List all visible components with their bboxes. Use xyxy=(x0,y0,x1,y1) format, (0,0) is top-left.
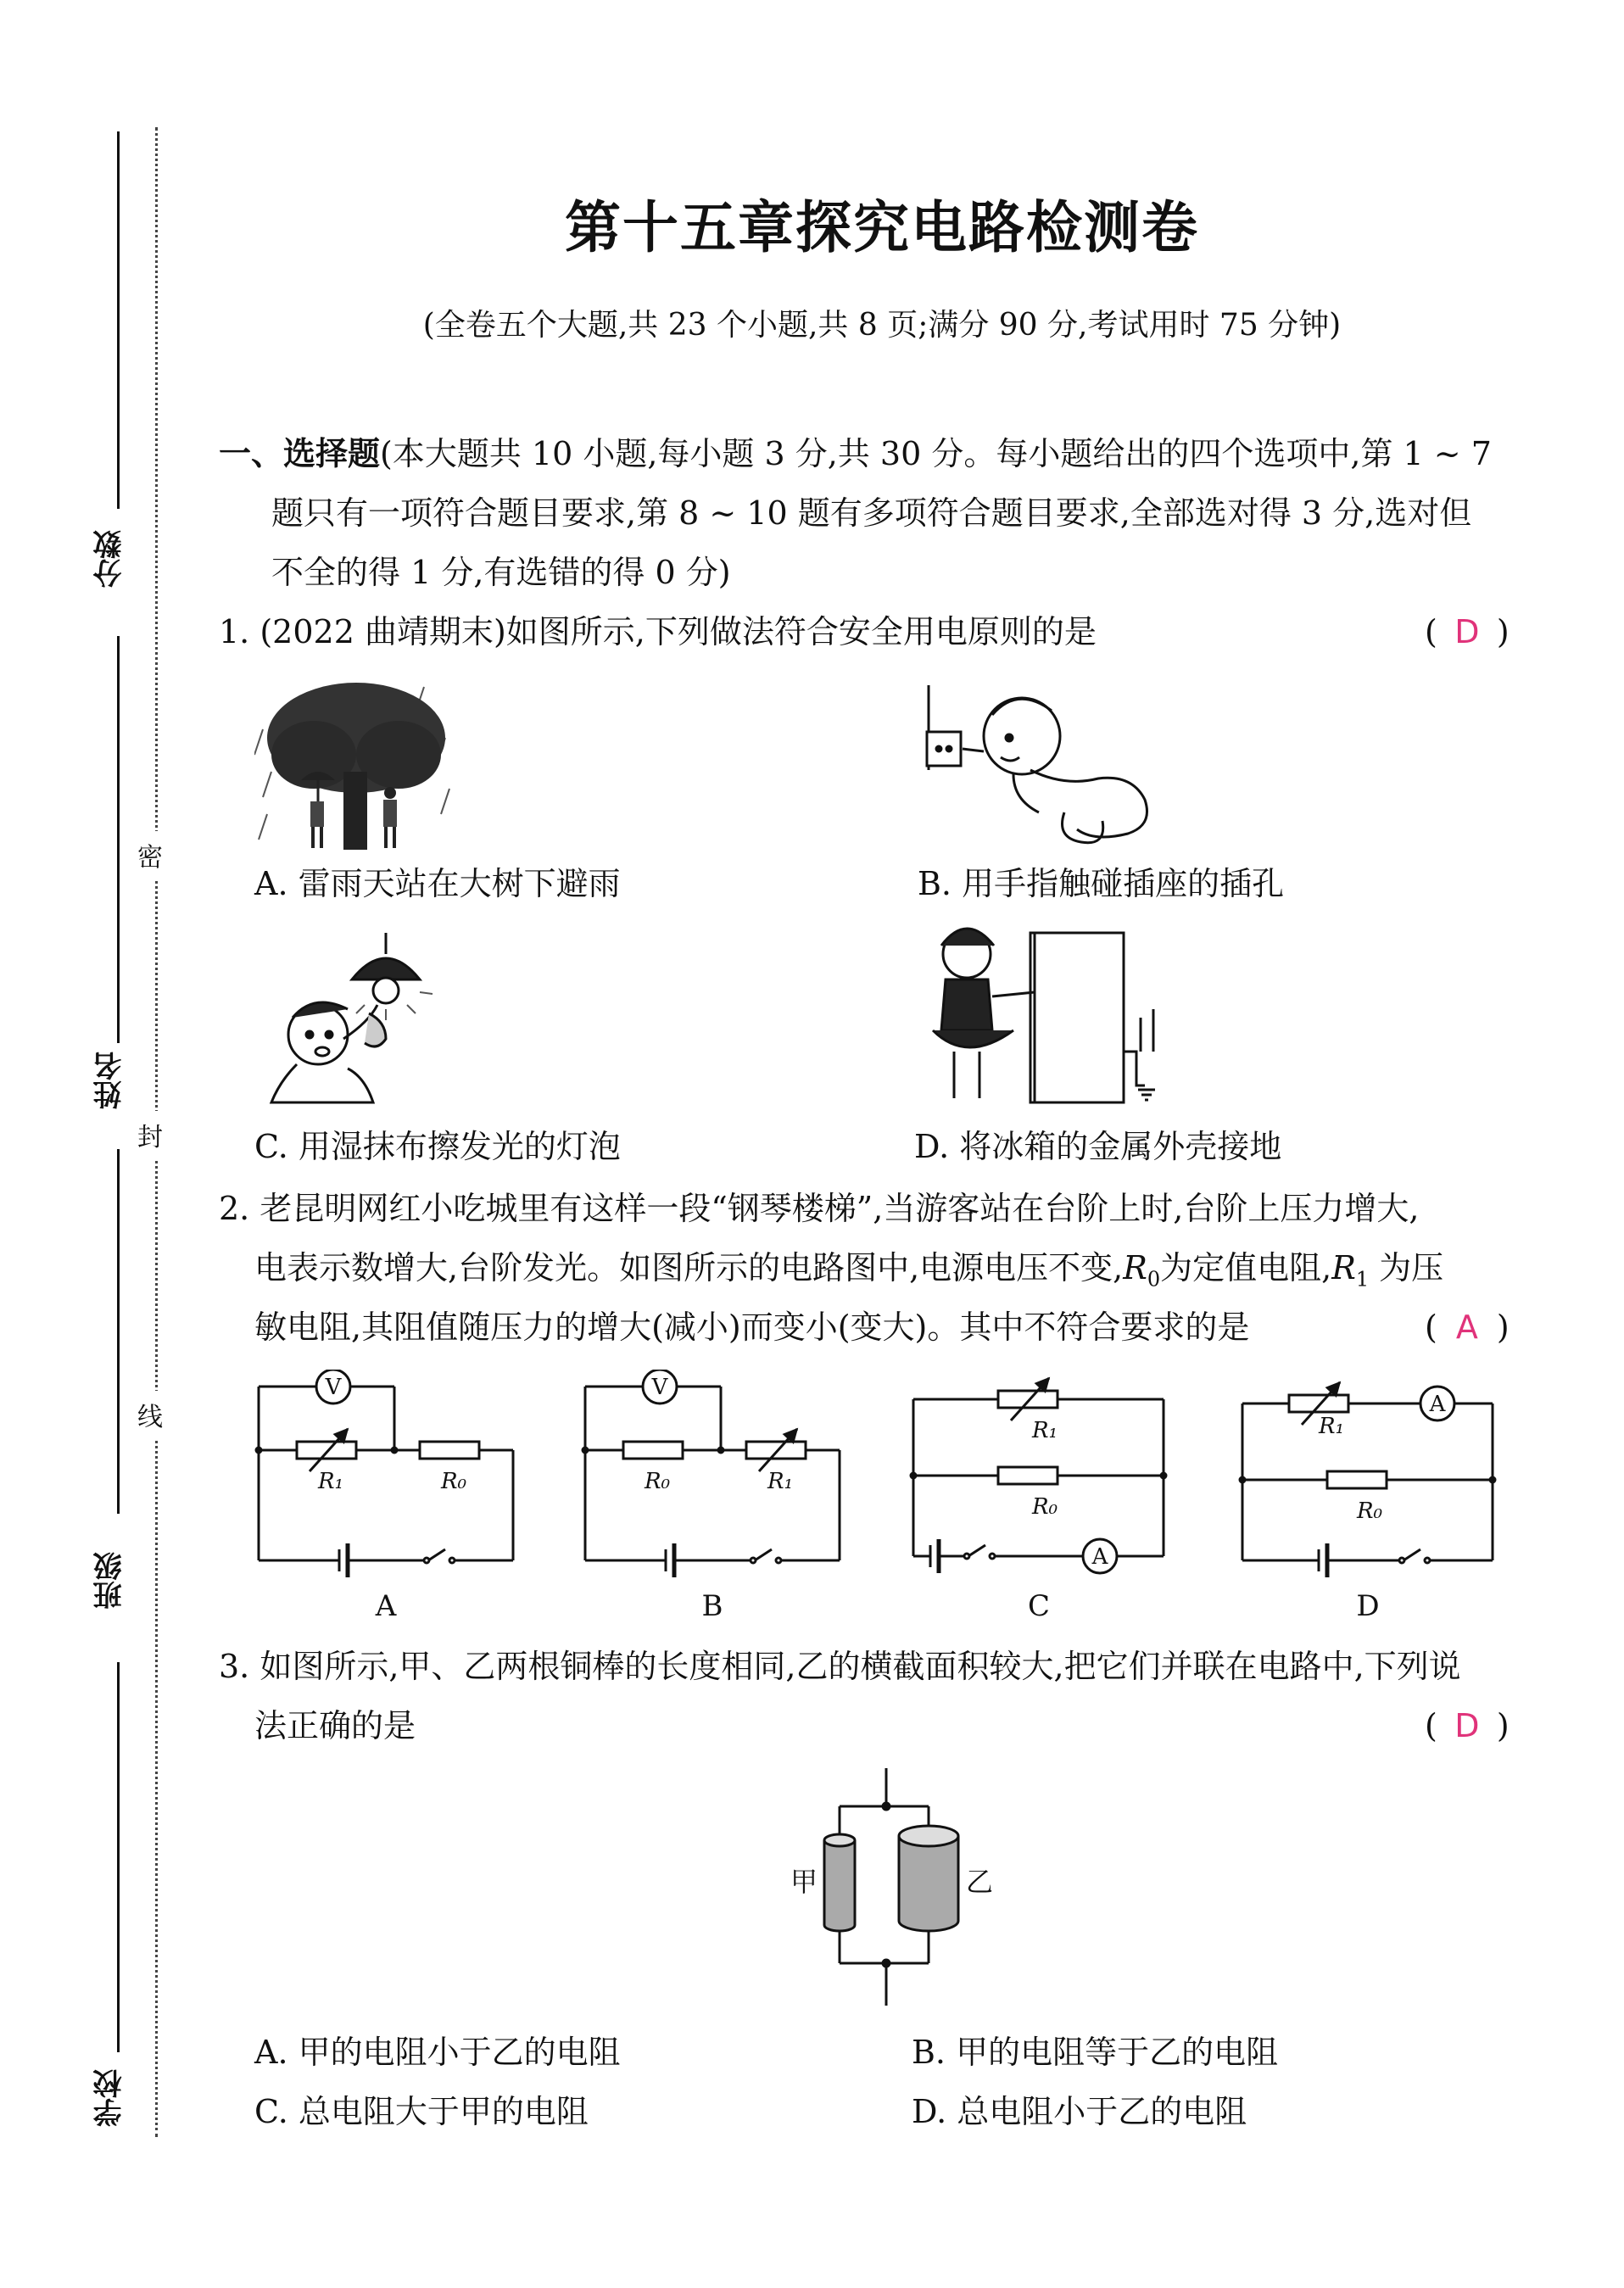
score-label: 分数 xyxy=(93,530,127,588)
lightning-tree-illustration xyxy=(254,678,458,852)
class-label: 班级 xyxy=(93,1552,127,1610)
circuit-a-r1: R₁ xyxy=(318,1469,343,1494)
fridge-grounding-illustration xyxy=(916,924,1170,1107)
circuit-c xyxy=(911,1378,1166,1573)
q3-option-a: A. 甲的电阻小于乙的电阻 xyxy=(254,2034,621,2071)
circuit-c-ammeter: A xyxy=(1091,1544,1108,1570)
binding-line-2 xyxy=(117,636,120,1043)
q3-line1: 3. 如图所示,甲、乙两根铜棒的长度相同,乙的横截面积较大,把它们并联在电路中,下列说 xyxy=(219,1648,1461,1685)
q1-stem: 1. (2022 曲靖期末)如图所示,下列做法符合安全用电原则的是 xyxy=(219,613,1097,650)
q1-option-b: B. 用手指触碰插座的插孔 xyxy=(918,865,1285,902)
circuit-b-voltmeter: V xyxy=(651,1375,668,1400)
circuit-c-r0: R₀ xyxy=(1032,1494,1058,1520)
binding-line-3 xyxy=(117,1149,120,1514)
page-title: 第十五章探究电路检测卷 xyxy=(565,194,1199,260)
circuit-c-r1: R₁ xyxy=(1032,1418,1058,1443)
rod-label-yi: 乙 xyxy=(965,1866,994,1898)
circuit-d xyxy=(1240,1382,1495,1577)
name-label: 姓名 xyxy=(93,1052,127,1109)
circuit-a-voltmeter: V xyxy=(325,1375,342,1400)
binding-line-4 xyxy=(117,1662,120,2052)
q2-answer: A xyxy=(1455,1309,1478,1346)
q2-line1: 2. 老昆明网红小吃城里有这样一段“钢琴楼梯”,当游客站在台阶上时,台阶上压力增大, xyxy=(219,1190,1420,1227)
q1-option-d: D. 将冰箱的金属外壳接地 xyxy=(914,1128,1282,1165)
q2-circuit-diagrams xyxy=(250,1370,1514,1624)
circuit-b-r0: R₀ xyxy=(645,1469,670,1494)
q1-option-c: C. 用湿抹布擦发光的灯泡 xyxy=(254,1128,621,1165)
circuit-d-r1: R₁ xyxy=(1319,1414,1344,1439)
q3-answer: D xyxy=(1454,1707,1480,1744)
circuit-label-b: B xyxy=(701,1589,723,1623)
q1-answer: D xyxy=(1454,613,1480,650)
school-label: 学校 xyxy=(93,2069,127,2127)
rod-label-jia: 甲 xyxy=(790,1866,818,1898)
q3-option-d: D. 总电阻小于乙的电阻 xyxy=(912,2093,1247,2130)
section1-line1: 一、选择题(本大题共 10 小题,每小题 3 分,共 30 分。每小题给出的四个选项中,第 1 ~ 7 xyxy=(219,434,1492,472)
circuit-d-ammeter: A xyxy=(1429,1392,1446,1417)
wet-cloth-bulb-illustration xyxy=(254,933,441,1107)
circuit-a-r0: R₀ xyxy=(441,1469,466,1494)
q3-answer-bracket: ( D ) xyxy=(1425,1696,1510,1755)
q3-line2: 法正确的是 xyxy=(254,1707,416,1744)
section1-line2: 题只有一项符合题目要求,第 8 ~ 10 题有多项符合题目要求,全部选对得 3 分,选对但 xyxy=(271,494,1472,532)
circuit-a xyxy=(256,1370,513,1577)
section1-line3: 不全的得 1 分,有选错的得 0 分) xyxy=(271,554,731,591)
circuit-b xyxy=(583,1370,840,1577)
seal-char-xian: 线 xyxy=(137,1391,163,1438)
q2-line2: 电表示数增大,台阶发光。如图所示的电路图中,电源电压不变$,R_0$为定值电阻$,R_1$ 为压 xyxy=(254,1249,1444,1292)
circuit-label-c: C xyxy=(1027,1589,1051,1623)
circuit-label-d: D xyxy=(1356,1589,1380,1623)
q2-r0-symbol: R xyxy=(1123,1249,1147,1286)
q1-option-a: A. 雷雨天站在大树下避雨 xyxy=(254,865,621,902)
seal-char-feng: 封 xyxy=(137,1111,163,1158)
seal-char-mi: 密 xyxy=(137,831,163,879)
q2-line3: 敏电阻,其阻值随压力的增大(减小)而变小(变大)。其中不符合要求的是 xyxy=(254,1309,1250,1346)
q2-r1-symbol: R xyxy=(1331,1249,1356,1286)
q2-answer-bracket: ( A ) xyxy=(1425,1297,1510,1357)
circuit-d-r0: R₀ xyxy=(1357,1498,1382,1524)
page-subtitle: (全卷五个大题,共 23 个小题,共 8 页;满分 90 分,考试用时 75 分钟) xyxy=(422,308,1342,343)
circuit-label-a: A xyxy=(375,1589,397,1623)
q3-option-b: B. 甲的电阻等于乙的电阻 xyxy=(912,2034,1279,2071)
q1-answer-bracket: ( D ) xyxy=(1425,602,1510,661)
circuit-b-r1: R₁ xyxy=(767,1469,793,1494)
section1-heading: 一、选择题 xyxy=(219,434,381,472)
copper-rods-diagram xyxy=(780,1760,1001,2014)
child-socket-illustration xyxy=(920,685,1158,846)
q3-option-c: C. 总电阻大于甲的电阻 xyxy=(254,2093,589,2130)
